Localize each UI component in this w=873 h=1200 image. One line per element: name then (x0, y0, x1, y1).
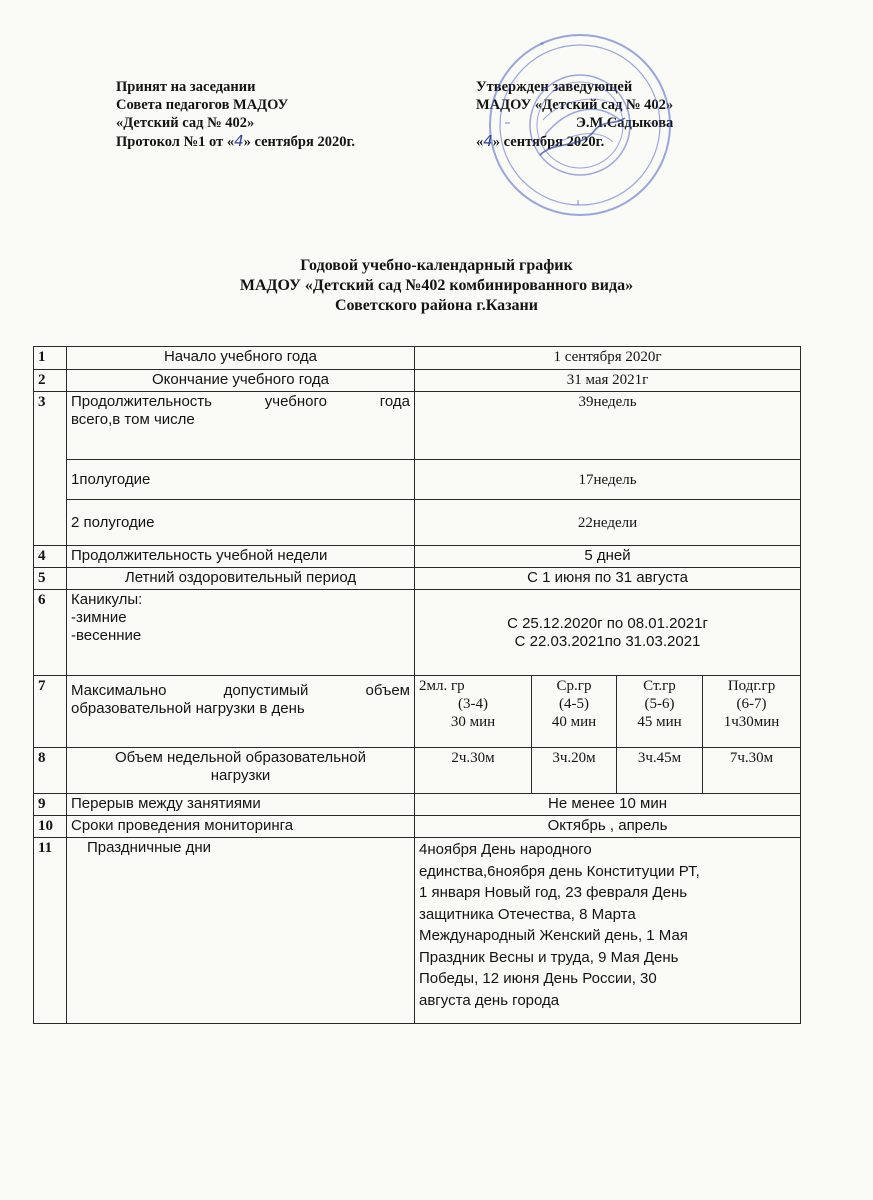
row-number: 3 (34, 392, 67, 546)
label-line-1: Объем недельной образовательной (114, 749, 367, 766)
protocol-line (116, 132, 355, 151)
date-day-handwritten: 4 (483, 132, 493, 150)
holidays-list (415, 838, 801, 1024)
table-row (34, 392, 801, 460)
group-time: 45 мин (637, 714, 682, 730)
table-row (34, 794, 801, 816)
approval-council-block (116, 78, 355, 151)
protocol-suffix: » сентября 2020г. (243, 134, 356, 150)
label-line-1: Каникулы: (71, 591, 143, 608)
table-row (34, 568, 801, 590)
council-line-1: Принят на заседании (116, 79, 256, 95)
table-row (34, 500, 801, 546)
weekly-load-value: 3ч.45м (617, 748, 703, 794)
row-value: 17недель (415, 460, 801, 500)
row-number: 9 (34, 794, 67, 816)
group-time: 1ч30мин (723, 714, 780, 730)
row-number: 10 (34, 816, 67, 838)
holiday-line: августа день города (419, 991, 560, 1009)
row-number: 2 (34, 370, 67, 392)
row-value: 5 дней (415, 546, 801, 568)
title-line-1: Годовой учебно-календарный график (300, 257, 573, 274)
row-value: 22недели (415, 500, 801, 546)
official-stamp-icon (485, 30, 675, 220)
row-number: 1 (34, 347, 67, 370)
council-line-3: «Детский сад № 402» (116, 115, 255, 131)
table-row (34, 347, 801, 370)
group-cell (532, 676, 617, 748)
row-number: 6 (34, 590, 67, 676)
holiday-line: Победы, 12 июня День России, 30 (419, 970, 657, 987)
holiday-line: 4ноября День народного (419, 841, 592, 858)
row-number: 8 (34, 748, 67, 794)
holiday-line: Международный Женский день, 1 Мая (419, 927, 688, 944)
row-label (67, 676, 415, 748)
row-value: 39недель (415, 392, 801, 460)
holiday-line: защитника Отечества, 8 Марта (419, 905, 636, 923)
label-line-2: -зимние (71, 609, 127, 626)
council-line-2: Совета педагогов МАДОУ (116, 97, 289, 113)
row-label (67, 748, 415, 794)
row-number: 5 (34, 568, 67, 590)
label-line-3: -весенние (71, 627, 142, 644)
date-prefix: « (476, 134, 484, 150)
row-label: Продолжительность учебной недели (67, 546, 415, 568)
row-value: 31 мая 2021г (415, 370, 801, 392)
group-age: (6-7) (736, 696, 767, 712)
table-row (34, 838, 801, 1024)
table-row (34, 590, 801, 676)
document-title (0, 256, 873, 316)
row-label: Окончание учебного года (67, 370, 415, 392)
weekly-load-value: 3ч.20м (532, 748, 617, 794)
group-age: (5-6) (644, 696, 675, 712)
row-value: 1 сентября 2020г (415, 347, 801, 370)
group-name: 2мл. гр (419, 678, 465, 694)
weekly-load-value: 2ч.30м (415, 748, 532, 794)
row-number: 11 (34, 838, 67, 1024)
row-value (415, 590, 801, 676)
spring-holidays: С 22.03.2021по 31.03.2021 (514, 632, 701, 650)
holiday-line: Праздник Весны и труда, 9 Мая День (419, 948, 679, 966)
title-line-2: МАДОУ «Детский сад №402 комбинированного вида» (239, 277, 634, 294)
approved-line-1: Утвержден заведующей (476, 79, 633, 95)
winter-holidays: С 25.12.2020г по 08.01.2021г (507, 614, 708, 632)
group-name: Ст.гр (643, 678, 676, 694)
label-line-2: нагрузки (210, 767, 271, 784)
row-label: Перерыв между занятиями (67, 794, 415, 816)
weekly-load-value: 7ч.30м (703, 748, 801, 794)
row-label: Начало учебного года (67, 347, 415, 370)
row-number: 7 (34, 676, 67, 748)
row-number: 4 (34, 546, 67, 568)
group-name: Подг.гр (727, 678, 776, 694)
group-time: 40 мин (551, 714, 597, 730)
group-cell (703, 676, 801, 748)
row-value: Октябрь , апрель (415, 816, 801, 838)
label-line-2: образовательной нагрузки в день (71, 700, 305, 717)
holiday-line: 1 января Новый год, 23 февраля День (419, 884, 688, 901)
table-row (34, 748, 801, 794)
approved-line-2: МАДОУ «Детский сад № 402» (476, 97, 674, 113)
row-label: Сроки проведения мониторинга (67, 816, 415, 838)
title-line-3: Советского района г.Казани (335, 297, 538, 314)
row-value: С 1 июня по 31 августа (415, 568, 801, 590)
row-label (67, 590, 415, 676)
group-age: (4-5) (559, 696, 589, 712)
group-cell (617, 676, 703, 748)
date-suffix: » сентября 2020г. (492, 134, 605, 150)
row-label (67, 392, 415, 460)
group-name: Ср.гр (556, 678, 592, 694)
row-label: 2 полугодие (67, 500, 415, 546)
row-value: Не менее 10 мин (415, 794, 801, 816)
protocol-prefix: Протокол №1 от « (116, 134, 235, 150)
protocol-day-handwritten: 4 (234, 132, 244, 150)
schedule-table (33, 346, 801, 1024)
row-label: Праздничные дни (67, 838, 415, 1024)
label-line-1: Продолжительность учебного года (71, 393, 410, 410)
row-label: 1полугодие (67, 460, 415, 500)
table-row (34, 816, 801, 838)
group-cell (415, 676, 532, 748)
signer-name: Э.М.Садыкова (576, 115, 674, 131)
group-age: (3-4) (458, 696, 488, 712)
table-row (34, 460, 801, 500)
table-row (34, 370, 801, 392)
label-line-1: Максимально допустимый объем (71, 682, 410, 699)
label-line-2: всего,в том числе (71, 411, 195, 428)
table-row (34, 546, 801, 568)
holiday-line: единства,6ноября день Конституции РТ, (419, 862, 700, 880)
row-label: Летний оздоровительный период (67, 568, 415, 590)
group-time: 30 мин (450, 714, 496, 730)
table-row (34, 676, 801, 748)
